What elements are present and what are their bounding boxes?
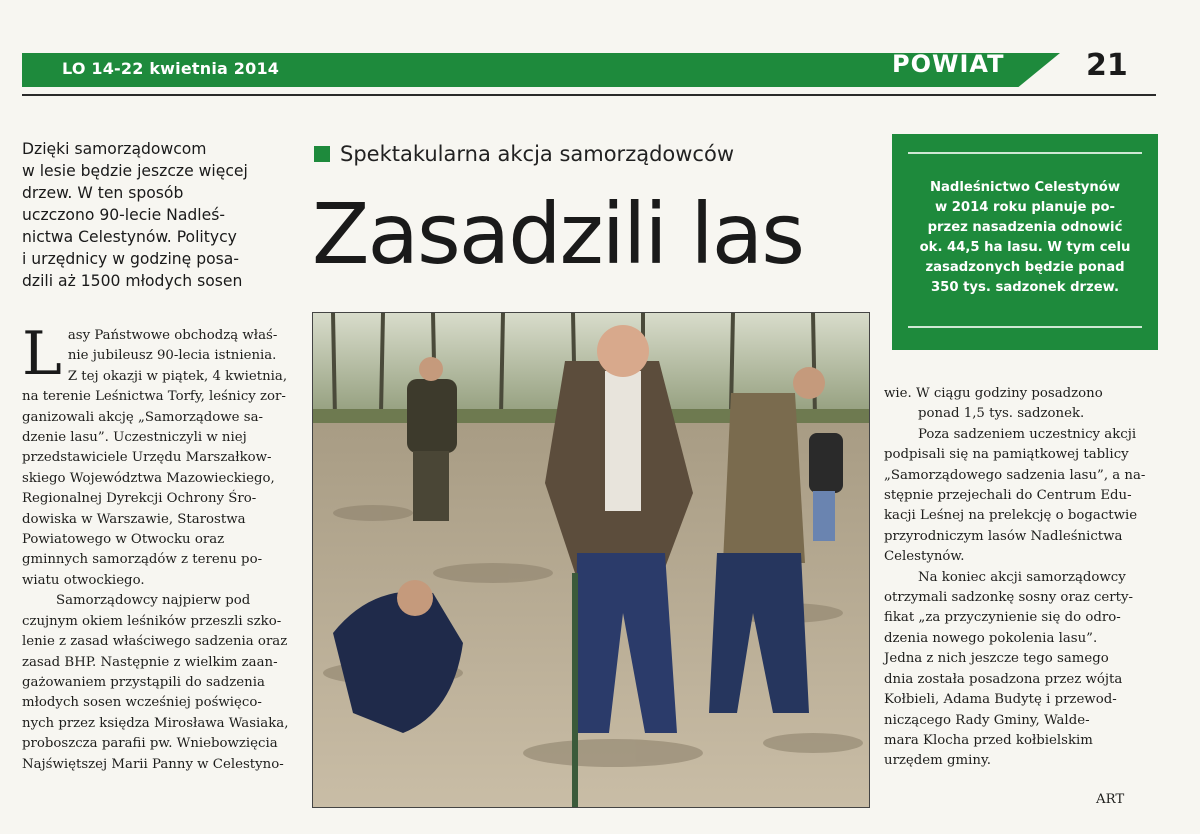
body-line: nych przez księdza Mirosława Wasiaka, (22, 715, 289, 731)
body-line: przyrodniczym lasów Nadleśnictwa (884, 528, 1123, 544)
body-line: dzenia nowego pokolenia lasu”. (884, 630, 1098, 646)
body-line: Samorządowcy najpierw pod (56, 593, 251, 609)
body-line: zasad BHP. Następnie z wielkim zaan- (22, 654, 278, 670)
lead-line: Dzięki samorządowcom (22, 140, 207, 158)
info-line: Nadleśnictwo Celestynów (929, 180, 1121, 195)
body-line: Na koniec akcji samorządowcy (918, 569, 1126, 585)
lead-line: w lesie będzie jeszcze więcej (22, 162, 248, 180)
lead-line: dzili aż 1500 młodych sosen (22, 272, 243, 290)
body-line: Z tej okazji w piątek, 4 kwietnia, (67, 368, 288, 384)
lead-line: uczczono 90-lecie Nadleś- (22, 206, 225, 224)
body-line: czujnym okiem leśników przeszli szko- (22, 613, 282, 629)
info-box-bottom-rule (908, 326, 1142, 328)
body-line: lenie z zasad właściwego sadzenia oraz (22, 634, 288, 650)
article-lead (22, 138, 280, 292)
body-line: Celestynów. (884, 549, 965, 565)
body-line: gminnych samorządów z terenu po- (22, 552, 263, 568)
article-headline: Zasadzili las (312, 185, 803, 283)
article-column-1 (22, 319, 292, 775)
article-column-2 (884, 384, 1156, 772)
body-line: ponad 1,5 tys. sadzonek. (918, 406, 1085, 422)
info-box (892, 134, 1158, 350)
tree-planting-photo (313, 313, 869, 807)
lead-line: nictwa Celestynów. Politycy (22, 228, 237, 246)
body-line: Poza sadzeniem uczestnicy akcji (918, 426, 1137, 442)
author-signature: ART (1096, 792, 1125, 807)
body-line: skiego Województwa Mazowieckiego, (22, 470, 275, 486)
body-line: dnia została posadzona przez wójta (884, 671, 1123, 687)
body-line: przedstawiciele Urzędu Marszałkow- (22, 450, 272, 466)
body-line: Regionalnej Dyrekcji Ochrony Śro- (22, 491, 257, 507)
article-kicker (314, 142, 734, 166)
info-line: 350 tys. sadzonek drzew. (931, 280, 1119, 295)
body-line: dowiska w Warszawie, Starostwa (22, 511, 246, 527)
body-line: młodych sosen wcześniej poświęco- (22, 695, 262, 711)
body-line: otrzymali sadzonkę sosny oraz certy- (884, 590, 1133, 606)
body-line: Powiatowego w Otwocku oraz (22, 532, 225, 548)
info-line: ok. 44,5 ha lasu. W tym celu (919, 240, 1131, 255)
body-line: „Samorządowego sadzenia lasu”, a na- (884, 467, 1146, 483)
lead-line: drzew. W ten sposób (22, 184, 184, 202)
section-label: POWIAT (892, 50, 1005, 78)
issue-date: LO 14-22 kwietnia 2014 (62, 59, 280, 78)
kicker-text: Spektakularna akcja samorządowców (340, 142, 735, 166)
body-line: Jedna z nich jeszcze tego samego (884, 651, 1109, 667)
body-line: proboszcza parafii pw. Wniebowzięcia (22, 736, 278, 752)
body-line: stępnie przejechali do Centrum Edu- (884, 488, 1132, 504)
body-line: fikat „za przyczynienie się do odro- (884, 610, 1121, 626)
body-line: dzenie lasu”. Uczestniczyli w niej (22, 430, 247, 446)
body-line: gażowaniem przystąpili do sadzenia (22, 674, 265, 690)
info-box-text (902, 178, 1148, 298)
body-line: Najświętszej Marii Panny w Celestyno- (22, 756, 284, 772)
body-line: asy Państwowe obchodzą właś- (67, 328, 278, 343)
article-photo (312, 312, 870, 808)
header-rule (22, 94, 1156, 96)
body-line: wiatu otwockiego. (22, 572, 145, 588)
page-number: 21 (1086, 48, 1128, 83)
body-line: kacji Leśnej na prelekcję o bogactwie (884, 508, 1138, 524)
lead-line: i urzędnicy w godzinę posa- (22, 250, 239, 268)
background-showthrough: ​ (248, 150, 252, 232)
body-line: Kołbieli, Adama Budytę i przewod- (884, 692, 1117, 708)
kicker-square-icon (314, 146, 330, 162)
body-line: mara Klocha przed kołbielskim (884, 732, 1093, 748)
body-line: urzędem gminy. (884, 753, 991, 769)
drop-cap: L (22, 319, 62, 389)
body-line: na terenie Leśnictwa Torfy, leśnicy zor- (22, 389, 286, 405)
info-line: w 2014 roku planuje po- (934, 200, 1116, 215)
info-line: zasadzonych będzie ponad (925, 260, 1125, 275)
body-line: ganizowali akcję „Samorządowe sa- (22, 409, 264, 425)
body-line: podpisali się na pamiątkowej tablicy (884, 447, 1129, 463)
info-box-top-rule (908, 152, 1142, 154)
body-line: nie jubileusz 90-lecia istnienia. (67, 348, 277, 364)
body-line: niczącego Rady Gminy, Walde- (884, 712, 1090, 728)
body-line: wie. W ciągu godziny posadzono (884, 386, 1103, 401)
info-line: przez nasadzenia odnowić (927, 220, 1123, 235)
